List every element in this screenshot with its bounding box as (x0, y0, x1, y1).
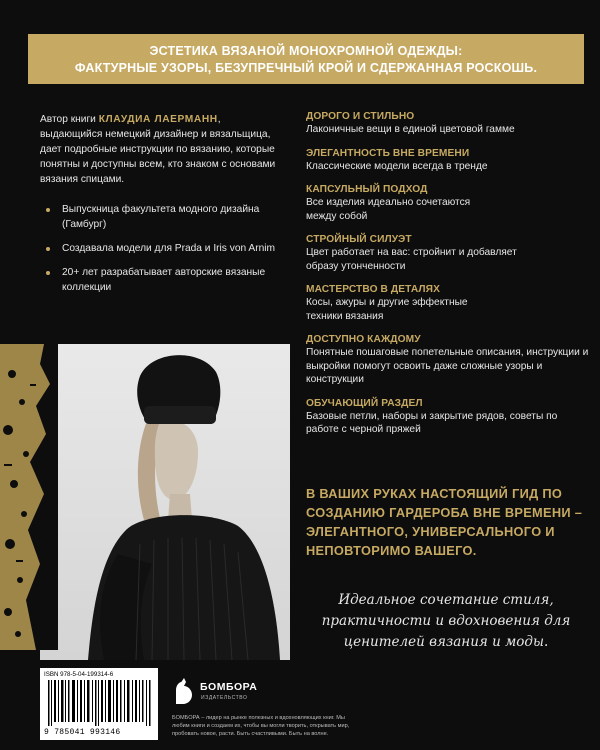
publisher-logo-subtitle: ИЗДАТЕЛЬСТВО (201, 695, 248, 701)
author-paragraph (40, 112, 285, 187)
feature-title: ДОРОГО И СТИЛЬНО (306, 111, 415, 122)
author-photo (40, 344, 290, 660)
feature-text: Все изделия идеально сочетаются между собой (306, 197, 471, 222)
credential-item: 20+ лет разрабатывает авторские вязаные коллекции (40, 265, 285, 295)
feature-item (306, 183, 591, 223)
feature-text: Базовые петли, наборы и закрытие рядов, советы по работе с черной пряжей (306, 410, 558, 435)
author-prefix: Автор книги (40, 114, 99, 125)
feature-text: Понятные пошаговые попетельные описания, инструкции и выкройки помогут освоить даже сложные узоры и конструкции (306, 347, 589, 385)
publisher-blurb: БОМБОРА – лидер на рынке полезных и вдохновляющих книг. Мы любим книги и создаем их, чтобы вы могли творить, открывать мир, пробовать новое, расти. Быть счастливыми. Быть на волне. (172, 715, 350, 737)
publisher-logo (172, 676, 258, 710)
isbn-barcode (40, 668, 158, 740)
feature-item (306, 333, 591, 387)
feature-text: Цвет работает на вас: стройнит и добавляет образу утонченности (306, 247, 517, 272)
credential-item: Создавала модели для Prada и Iris von Arnim (40, 241, 285, 256)
feature-item (306, 233, 591, 273)
author-description: , выдающийся немецкий дизайнер и вязальщица, дает подробные инструкции по вязанию, которые понятны и доступны всем, кто знаком с основами вязания спицами. (40, 114, 276, 185)
isbn-label: ISBN 978-5-04-199314-6 (44, 671, 114, 678)
feature-title: ЭЛЕГАНТНОСТЬ ВНЕ ВРЕМЕНИ (306, 147, 470, 159)
isbn-digits: 9 785041 993146 (44, 728, 121, 737)
author-name: КЛАУДИА ЛАЕРМАНН (98, 114, 218, 125)
feature-item (306, 147, 591, 174)
publisher-logo-text: БОМБОРА (200, 681, 258, 693)
feature-text: Косы, ажуры и другие эффектные техники вязания (306, 297, 468, 322)
banner-line-1: ЭСТЕТИКА ВЯЗАНОЙ МОНОХРОМНОЙ ОДЕЖДЫ: (149, 43, 463, 58)
credential-item: Выпускница факультета модного дизайна (Гамбург) (40, 202, 285, 232)
feature-title: СТРОЙНЫЙ СИЛУЭТ (306, 234, 412, 245)
feature-item (306, 397, 591, 437)
gold-texture-decoration (0, 344, 58, 650)
features-list (306, 110, 591, 447)
callout-text: В ВАШИХ РУКАХ НАСТОЯЩИЙ ГИД ПО СОЗДАНИЮ ГАРДЕРОБА ВНЕ ВРЕМЕНИ – ЭЛЕГАНТНОГО, УНИВЕРСАЛЬНОГО И НЕПОВТОРИМО ВАШЕГО. (306, 486, 583, 558)
barcode-icon (48, 680, 152, 726)
feature-title: ДОСТУПНО КАЖДОМУ (306, 334, 421, 345)
feature-title: МАСТЕРСТВО В ДЕТАЛЯХ (306, 284, 441, 295)
headline-banner (28, 34, 584, 84)
feature-title: КАПСУЛЬНЫЙ ПОДХОД (306, 184, 428, 195)
feature-item (306, 110, 591, 137)
feature-text: Лаконичные вещи в единой цветовой гамме (306, 124, 515, 135)
banner-line-2: ФАКТУРНЫЕ УЗОРЫ, БЕЗУПРЕЧНЫЙ КРОЙ И СДЕРЖАННАЯ РОСКОШЬ. (74, 60, 538, 75)
bullet-dot-icon (46, 247, 50, 251)
woman-in-knit-sweater-illustration (40, 344, 290, 660)
feature-item (306, 283, 591, 323)
bullet-dot-icon (46, 271, 50, 275)
feature-text: Классические модели всегда в тренде (306, 160, 488, 172)
feature-title: ОБУЧАЮЩИЙ РАЗДЕЛ (306, 397, 423, 409)
bombora-logo-icon (172, 676, 196, 706)
script-quote: Идеальное сочетание стиля, практичности и вдохновения для ценителей вязания и моды. (321, 592, 571, 650)
bullet-dot-icon (46, 208, 50, 212)
author-credentials-list (40, 202, 285, 304)
